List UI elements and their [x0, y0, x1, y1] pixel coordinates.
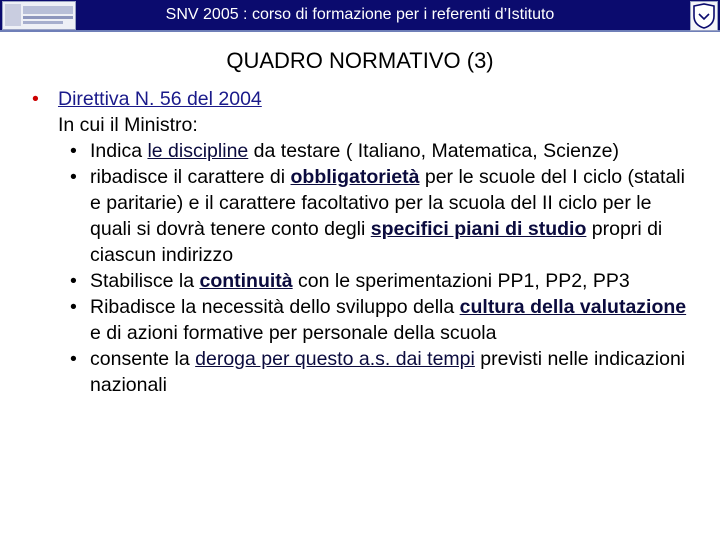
item-emphasis: specifici piani di studio: [370, 218, 587, 240]
list-item: [0, 268, 720, 294]
header-bar: [0, 0, 720, 32]
header-title: SNV 2005 : corso di formazione per i referenti d’Istituto: [165, 6, 555, 23]
main-bullet-text: Direttiva N. 56 del 2004: [58, 88, 262, 110]
item-text: propri di ciascun indirizzo: [90, 218, 663, 266]
list-item: [0, 138, 720, 164]
bullet-icon: •: [70, 348, 77, 370]
item-emphasis: obbligatorietà: [290, 166, 420, 188]
item-text: Stabilisce la: [90, 270, 200, 292]
list-item: [0, 164, 720, 268]
main-bullet-item: [0, 86, 720, 112]
item-emphasis: deroga per questo a.s. dai tempi: [195, 348, 475, 370]
item-text: consente la: [90, 348, 196, 370]
intro-text: In cui il Ministro:: [58, 114, 198, 136]
item-emphasis: le discipline: [147, 140, 249, 162]
item-text: e di azioni formative per personale della scuola: [90, 322, 497, 344]
bullet-icon: •: [70, 140, 77, 162]
item-text: Indica: [90, 140, 148, 162]
item-text: ribadisce il carattere di: [90, 166, 291, 188]
invalsi-logo-icon: [690, 1, 718, 31]
item-text: da testare ( Italiano, Matematica, Scienze): [248, 140, 619, 162]
bullet-icon: •: [70, 270, 77, 292]
list-item: [0, 346, 720, 398]
list-item: [0, 294, 720, 346]
item-text: con le sperimentazioni PP1, PP2, PP3: [292, 270, 630, 292]
item-emphasis: cultura della valutazione: [459, 296, 687, 318]
item-text: Ribadisce la necessità dello sviluppo della: [90, 296, 460, 318]
slide-title: QUADRO NORMATIVO (3): [226, 48, 494, 73]
slide-content: [0, 86, 720, 398]
item-emphasis: continuità: [199, 270, 293, 292]
bullet-icon: •: [32, 88, 39, 110]
bullet-icon: •: [70, 166, 77, 188]
item-text: per le scuole del I ciclo (statali e paritarie) e il carattere facoltativo per la scuola del II ciclo per le quali si dovrà tenere conto degli: [90, 166, 685, 240]
item-text: previsti nelle indicazioni nazionali: [90, 348, 686, 396]
bullet-icon: •: [70, 296, 77, 318]
